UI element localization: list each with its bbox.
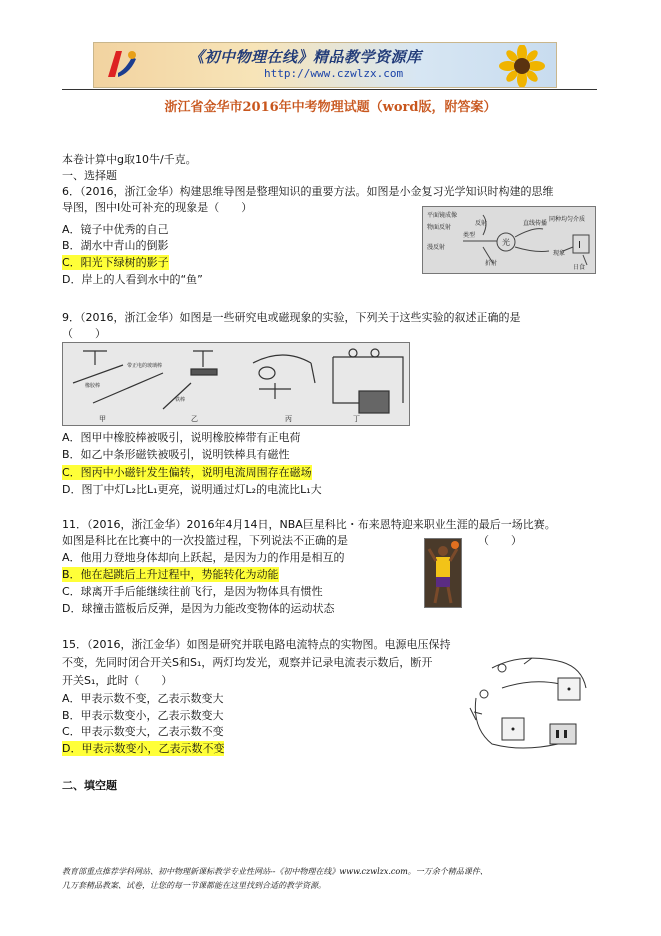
q9-fig-label: 铁棒 [175,397,186,403]
q6-stem-line1: 6．（2016，浙江金华）构建思维导图是整理知识的重要方法。如图是小金复习光学知识时构建的思维 [62,185,554,198]
q9-option-a: A．图甲中橡胶棒被吸引，说明橡胶棒带有正电荷 [62,431,301,444]
q9-stem-line1: 9．（2016，浙江金华）如图是一些研究电或磁现象的实验，下列关于这些实验的叙述正确的是 [62,311,521,324]
q15-stem-line3: 开关S₁，此时（ ） [62,674,173,687]
q9-option-d: D．图丁中灯L₂比L₁更亮，说明通过灯L₂的电流比L₁大 [62,483,322,496]
q9-stem-line2: （ ） [62,327,106,340]
q6-fig-label: 平面镜成像 [427,212,458,219]
q6-fig-label: 日食 [573,264,586,271]
q9-fig-label-ding: 丁 [353,415,360,423]
q11-answer-blank: （ ） [478,534,522,547]
section-heading-choice: 一、选择题 [62,169,117,182]
q9-option-b: B．如乙中条形磁铁被吸引，说明铁棒具有磁性 [62,448,290,461]
q6-mindmap-figure [422,206,596,274]
q11-option-d: D．球撞击篮板后反弹，是因为力能改变物体的运动状态 [62,602,335,615]
q6-option-b: B．湖水中青山的倒影 [62,239,169,252]
q15-option-d: D．甲表示数变小，乙表示数不变 [62,742,225,755]
q9-fig-label: 橡胶棒 [85,383,101,389]
q15-option-c: C．甲表示数变大，乙表示数不变 [62,725,224,738]
q15-stem-line1: 15．（2016，浙江金华）如图是研究并联电路电流特点的实物图。电源电压保持 [62,638,451,651]
q9-option-c: C．图丙中小磁针发生偏转，说明电流周围存在磁场 [62,466,312,479]
q9-fig-label-bing: 丙 [285,415,292,423]
q6-option-a: A．镜子中优秀的自己 [62,223,169,236]
q11-option-a: A．他用力登地身体却向上跃起，是因为力的作用是相互的 [62,551,345,564]
document-title: 浙江省金华市2016年中考物理试题（word版，附答案） [164,100,497,115]
q11-option-c: C．球离开手后能继续往前飞行，是因为物体具有惯性 [62,585,323,598]
q15-stem-line2: 不变，先同时闭合开关S和S₁，两灯均发光，观察并记录电流表示数后，断开 [62,656,433,669]
banner-url: http://www.czwlzx.com [264,67,404,80]
header-banner [93,42,557,88]
q6-fig-label: 漫反射 [427,244,446,251]
sunflower-icon [492,45,552,87]
footer-line1: 教育部重点推荐学科网站、初中物理新课标教学专业性网站--《初中物理在线》www.czwlzx.com。一万余个精品课件、 [62,867,488,876]
banner-title: 《初中物理在线》精品教学资源库 [189,48,422,66]
q9-fig-label: 带正电的玻璃棒 [127,363,163,369]
intro-text: 本卷计算中g取10牛/千克。 [62,153,197,166]
q6-fig-label: 光 [502,238,510,247]
q6-fig-label: 类型 [463,232,476,239]
q6-fig-label: 物面反射 [427,224,452,231]
q6-option-d: D．岸上的人看到水中的“鱼” [62,273,203,286]
q11-player-photo [424,538,462,608]
site-logo-icon [102,47,142,83]
q9-fig-label-yi: 乙 [191,415,198,423]
q6-fig-label: 现象 [553,250,566,257]
q15-option-a: A．甲表示数不变，乙表示数变大 [62,692,224,705]
section-heading-fill: 二、填空题 [62,779,117,792]
q11-stem-line2: 如图是科比在比赛中的一次投篮过程，下列说法不正确的是 [62,534,348,547]
q11-option-b: B．他在起跳后上升过程中，势能转化为动能 [62,568,279,581]
q15-option-b: B．甲表示数变小，乙表示数变大 [62,709,224,722]
q6-stem-line2: 导图，图中Ⅰ处可补充的现象是（ ） [62,201,253,214]
q6-fig-label: 同种均匀介质 [549,216,586,223]
q9-experiments-figure [62,342,410,426]
header-rule [62,89,597,90]
q6-fig-label: Ⅰ [578,240,581,251]
q6-fig-label: 直线传播 [523,220,548,227]
q6-option-c: C．阳光下绿树的影子 [62,256,169,269]
q6-fig-label: 折射 [485,260,498,267]
footer-line2: 几万套精品教案、试卷，让您的每一节课都能在这里找到合适的教学资源。 [62,881,326,890]
q11-stem-line1: 11．（2016，浙江金华）2016年4月14日，NBA巨星科比・布来恩特迎来职业生涯的最后一场比赛。 [62,518,556,531]
q9-fig-label-jia: 甲 [99,415,106,423]
q15-circuit-figure [462,648,597,758]
q6-fig-label: 反射 [475,220,488,227]
